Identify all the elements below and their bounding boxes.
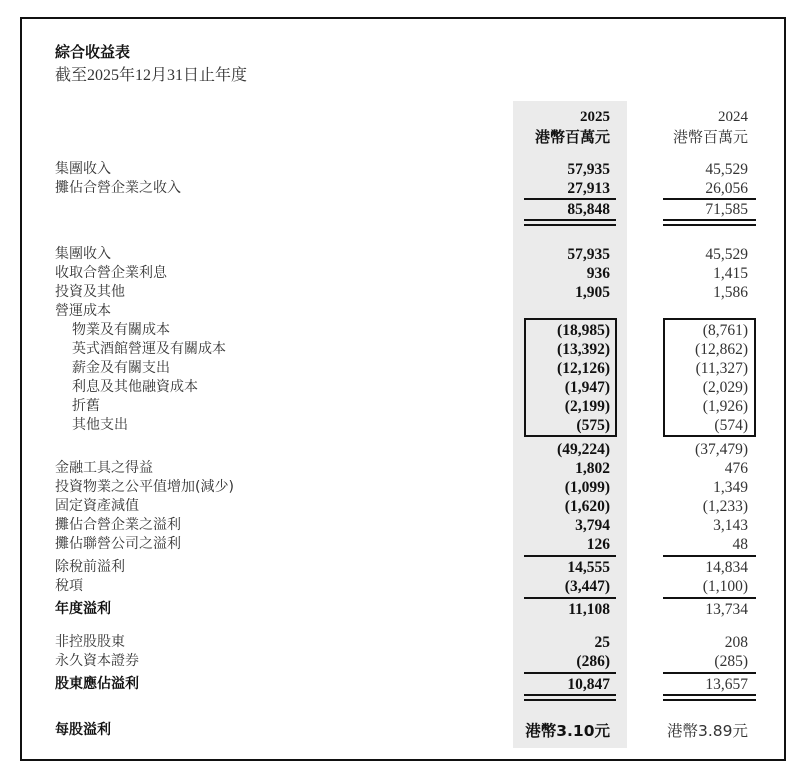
- table-row: 除稅前溢利 14,555 14,834: [55, 559, 748, 576]
- table-row-subtotal: (49,224) (37,479): [557, 441, 748, 458]
- year-label: 2025: [580, 109, 610, 125]
- table-row: 收取合營企業利息 936 1,415: [55, 265, 748, 282]
- table-row: 永久資本證券 (286) (285): [55, 653, 748, 670]
- table-row: 攤佔合營企業之收入 27,913 26,056: [55, 180, 748, 197]
- table-row-total: 85,848 71,585: [567, 201, 748, 218]
- table-row-total: 股東應佔溢利 10,847 13,657: [55, 676, 748, 693]
- subtotal-rule: [524, 672, 616, 674]
- table-row-eps: 每股溢利: [55, 722, 111, 738]
- table-row: 集團收入 57,935 45,529: [55, 246, 748, 263]
- subtotal-rule: [663, 597, 756, 599]
- column-header-2025: [515, 107, 610, 147]
- statement-title: 綜合收益表: [55, 43, 131, 61]
- table-row-total: 年度溢利 11,108 13,734: [55, 601, 748, 618]
- total-double-rule: [663, 694, 756, 701]
- total-double-rule: [524, 694, 616, 701]
- table-row: 投資及其他 1,905 1,586: [55, 284, 748, 301]
- unit-label: 港幣百萬元: [672, 128, 748, 146]
- table-row: 固定資產減值 (1,620) (1,233): [55, 498, 748, 515]
- unit-label: 港幣百萬元: [534, 128, 610, 146]
- total-double-rule: [524, 219, 616, 226]
- subtotal-rule: [524, 597, 616, 599]
- subtotal-rule: [663, 672, 756, 674]
- table-row: 非控股股東 25 208: [55, 634, 748, 651]
- table-row: 利息及其他融資成本 (1,947) (2,029): [72, 379, 748, 396]
- table-row: 物業及有關成本 (18,985) (8,761): [72, 322, 748, 339]
- table-row: 金融工具之得益 1,802 476: [55, 460, 748, 477]
- eps-2025: 港幣3.10元: [525, 722, 610, 740]
- eps-2024: 港幣3.89元: [666, 722, 748, 740]
- table-row: 英式酒館營運及有關成本 (13,392) (12,862): [72, 341, 748, 358]
- subtotal-rule: [663, 555, 756, 557]
- table-row: 折舊 (2,199) (1,926): [72, 398, 748, 415]
- year-label: 2024: [718, 109, 748, 125]
- table-row: 攤佔合營企業之溢利 3,794 3,143: [55, 517, 748, 534]
- column-header-2024: [640, 107, 748, 147]
- statement-period: 截至2025年12月31日止年度: [55, 67, 248, 84]
- table-row: 薪金及有關支出 (12,126) (11,327): [72, 360, 748, 377]
- table-row: 投資物業之公平值增加(減少) (1,099) 1,349: [55, 479, 748, 496]
- total-double-rule: [663, 219, 756, 226]
- subtotal-rule: [524, 555, 616, 557]
- table-row: 稅項 (3,447) (1,100): [55, 578, 748, 595]
- table-row-heading: 營運成本: [55, 303, 111, 319]
- table-row: 攤佔聯營公司之溢利 126 48: [55, 536, 748, 553]
- table-row: 集團收入 57,935 45,529: [55, 161, 748, 178]
- table-row: 其他支出 (575) (574): [72, 417, 748, 434]
